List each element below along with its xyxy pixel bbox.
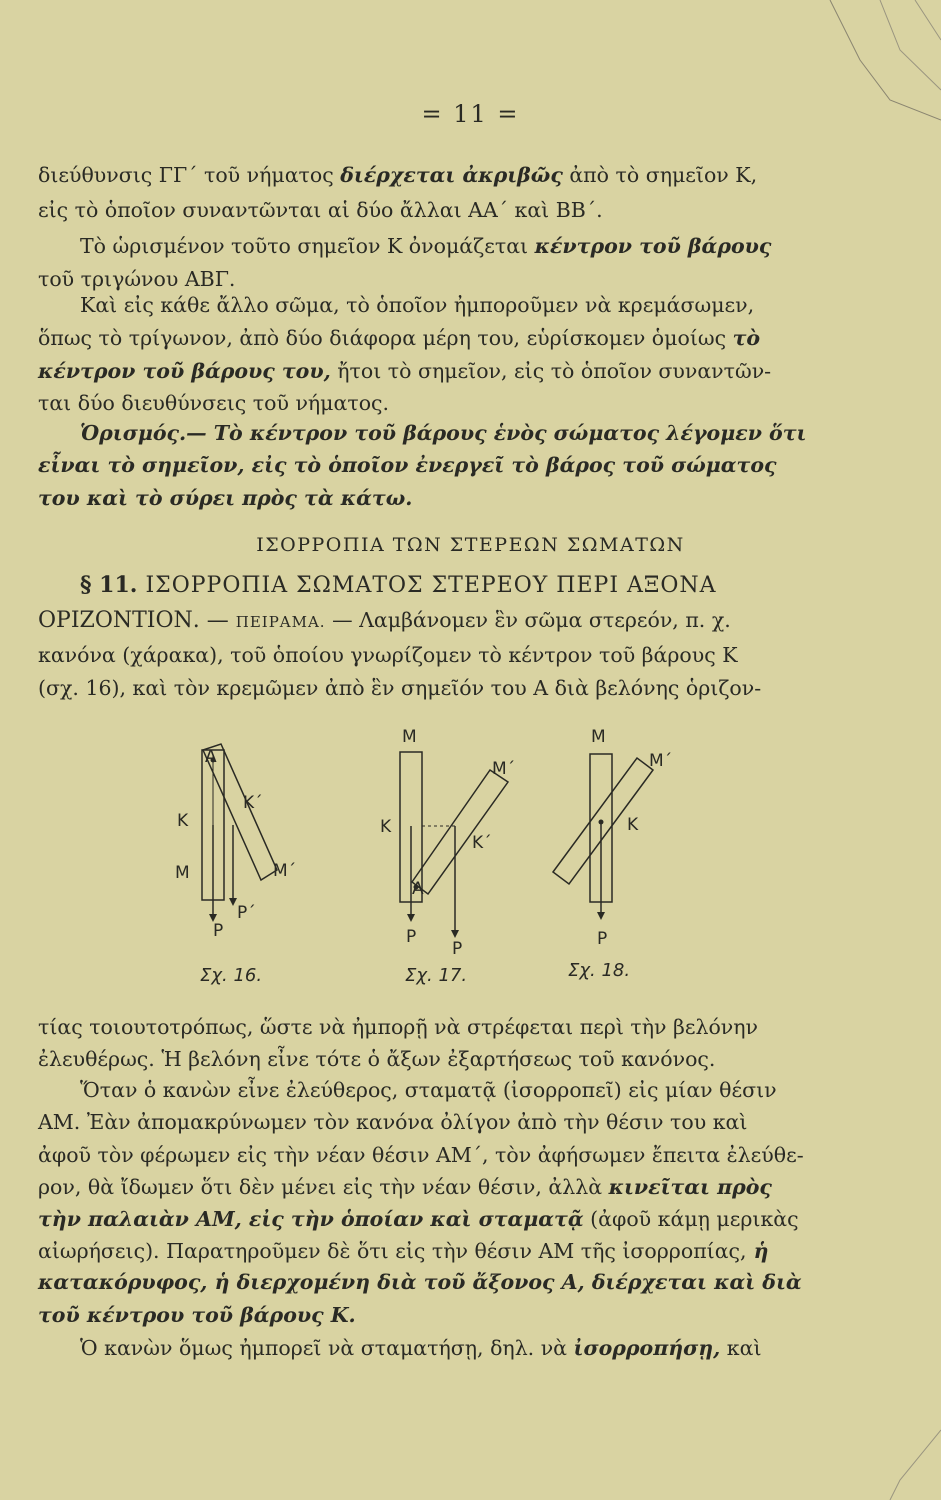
section-number: § 11. [80, 572, 138, 598]
definition-line [80, 418, 810, 448]
pivot-point [599, 820, 604, 825]
text-span: διεύθυνσις ΓΓ΄ τοῦ νήματος [38, 163, 341, 187]
definition-line [38, 483, 810, 513]
subsection-heading [80, 570, 810, 601]
label-K: K [177, 811, 189, 831]
text-line: τίας τοιουτοτρόπως, ὥστε νὰ ἠμπορῇ νὰ στρέφεται περὶ τὴν βελόνην [38, 1015, 759, 1039]
label-M-prime: M΄ [492, 759, 516, 779]
text-span: — Λαμβάνομεν ἓν σῶμα στερεόν, π. χ. [325, 608, 731, 632]
text-line [38, 1267, 810, 1297]
text-line [38, 605, 810, 637]
arrow-head [451, 930, 459, 938]
label-A: A [205, 747, 217, 767]
text-line: τοῦ τριγώνου ΑΒΓ. [38, 267, 236, 291]
label-A: A [412, 879, 424, 899]
label-M: M [591, 727, 606, 747]
text-span: Ὁ κανὼν ὅμως ἠμπορεῖ νὰ σταματήσῃ, δηλ. νὰ [80, 1336, 574, 1360]
text-span: αἰωρήσεις). Παρατηροῦμεν δὲ ὅτι εἰς τὴν θέσιν ΑΜ τῆς ἰσορροπίας, [38, 1239, 747, 1263]
figure-17-caption: Σχ. 17. [405, 965, 468, 986]
text-line: (σχ. 16), καὶ τὸν κρεμῶμεν ἀπὸ ἓν σημεῖόν του Α διὰ βελόνης ὁριζον- [38, 676, 762, 700]
label-M: M [402, 727, 417, 747]
label-P1: P [406, 927, 417, 947]
page-edge-bottom-right [880, 1420, 941, 1500]
ruler-tilted [412, 770, 508, 894]
definition-text: εἶναι τὸ σημεῖον, εἰς τὸ ὁποῖον ἐνεργεῖ τὸ βάρος τοῦ σώματος [38, 453, 777, 477]
subsection-title: ΙΣΟΡΡΟΠΙΑ ΣΩΜΑΤΟΣ ΣΤΕΡΕΟΥ ΠΕΡΙ ΑΞΟΝΑ [137, 573, 717, 598]
text-line [80, 231, 810, 261]
figure-17 [370, 722, 540, 962]
label-P-prime: P΄ [237, 903, 256, 923]
text-line [38, 1300, 810, 1330]
text-line: Ὅταν ὁ κανὼν εἶνε ἐλεύθερος, σταματᾷ (ἰσορροπεῖ) εἰς μίαν θέσιν [80, 1078, 777, 1102]
label-P: P [213, 921, 224, 941]
text-span: ρον, θὰ ἴδωμεν ὅτι δὲν μένει εἰς τὴν νέαν θέσιν, ἀλλὰ [38, 1175, 609, 1199]
definition-text: Ὁρισμός.— Τὸ κέντρον τοῦ βάρους ἑνὸς σώματος λέγομεν ὅτι [80, 421, 807, 445]
definition-text: του καὶ τὸ σύρει πρὸς τὰ κάτω. [38, 486, 413, 510]
emphasis-text: διέρχεται ἀκριβῶς [340, 163, 563, 187]
emphasis-text: τὸ [732, 326, 761, 350]
text-span: (ἀφοῦ κάμῃ μερικὰς [583, 1207, 799, 1231]
text-span: Τὸ ὡρισμένον τοῦτο σημεῖον Κ ὀνομάζεται [80, 234, 535, 258]
text-span: καὶ [720, 1336, 762, 1360]
label-K: K [627, 815, 639, 835]
text-line [38, 1204, 810, 1234]
label-P: P [597, 929, 608, 949]
text-line: εἰς τὸ ὁποῖον συναντῶνται αἱ δύο ἄλλαι ΑΑ΄ καὶ ΒΒ΄. [38, 198, 603, 222]
arrow-head [229, 898, 237, 906]
text-line: ἀφοῦ τὸν φέρωμεν εἰς τὴν νέαν θέσιν ΑΜ΄, τὸν ἀφήσωμεν ἔπειτα ἐλεύθε- [38, 1143, 804, 1167]
text-line [38, 1172, 810, 1202]
label-K: K [380, 817, 392, 837]
figure-16-caption: Σχ. 16. [200, 965, 263, 986]
text-span: ἤτοι τὸ σημεῖον, εἰς τὸ ὁποῖον συναντῶν- [330, 359, 772, 383]
label-K-prime: K΄ [472, 833, 492, 853]
text-line [38, 323, 810, 353]
text-line [80, 1333, 810, 1363]
experiment-label: ΠΕΙΡΑΜΑ. [235, 613, 326, 631]
definition-line [38, 450, 810, 480]
figure-18-caption: Σχ. 18. [568, 960, 631, 981]
emphasis-text: κατακόρυφος, ἡ διερχομένη διὰ τοῦ ἄξονος Α, διέρχεται καὶ διὰ [38, 1270, 802, 1294]
emphasis-text: τὴν παλαιὰν ΑΜ, εἰς τὴν ὁποίαν καὶ σταματᾷ [38, 1207, 584, 1231]
emphasis-text: κέντρον τοῦ βάρους του, [38, 359, 331, 383]
text-line [38, 356, 810, 386]
text-line: ται δύο διευθύνσεις τοῦ νήματος. [38, 391, 390, 415]
text-line [38, 160, 810, 190]
text-line [38, 1236, 810, 1266]
text-line: ΑΜ. Ἐὰν ἀπομακρύνωμεν τὸν κανόνα ὀλίγον ἀπὸ τὴν θέσιν του καὶ [38, 1110, 748, 1134]
label-P2: P [452, 939, 463, 959]
arrow-head [597, 912, 605, 920]
section-title: ΙΣΟΡΡΟΠΙΑ ΤΩΝ ΣΤΕΡΕΩΝ ΣΩΜΑΤΩΝ [256, 534, 685, 556]
text-span: ἀπὸ τὸ σημεῖον Κ, [562, 163, 758, 187]
text-line: Καὶ εἰς κάθε ἄλλο σῶμα, τὸ ὁποῖον ἠμποροῦμεν νὰ κρεμάσωμεν, [80, 293, 755, 317]
emphasis-text: ἰσορροπήσῃ, [573, 1336, 721, 1360]
arrow-head [407, 914, 415, 922]
label-M: M [175, 863, 190, 883]
text-line: ἐλευθέρως. Ἡ βελόνη εἶνε τότε ὁ ἄξων ἐξαρτήσεως τοῦ κανόνος. [38, 1047, 716, 1071]
figure-18 [545, 722, 715, 962]
text-span: ὅπως τὸ τρίγωνον, ἀπὸ δύο διάφορα μέρη του, εὑρίσκομεν ὁμοίως [38, 326, 733, 350]
label-M-prime: M΄ [649, 751, 673, 771]
label-K-prime: K΄ [243, 793, 263, 813]
emphasis-text: κέντρον τοῦ βάρους [534, 234, 772, 258]
emphasis-text: ἡ [746, 1239, 769, 1263]
emphasis-text: κινεῖται πρὸς [608, 1175, 772, 1199]
figure-16 [165, 730, 315, 970]
page-number: = 11 = [421, 100, 520, 128]
emphasis-text: τοῦ κέντρου τοῦ βάρους Κ. [38, 1303, 356, 1327]
text-line: κανόνα (χάρακα), τοῦ ὁποίου γνωρίζομεν τὸ κέντρον τοῦ βάρους Κ [38, 643, 738, 667]
label-M-prime: M΄ [273, 861, 297, 881]
subsection-title-cont: ΟΡΙΖΟΝΤΙΟΝ. — [38, 608, 236, 633]
